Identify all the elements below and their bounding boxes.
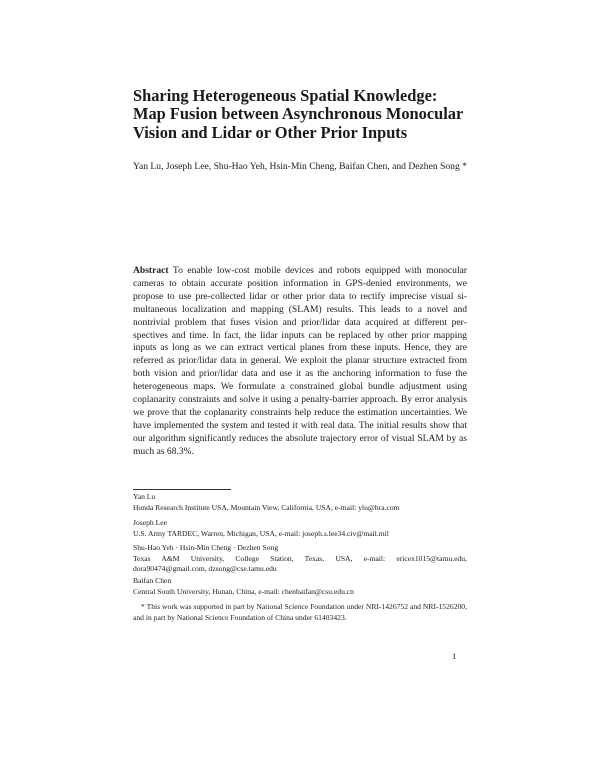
affiliation-detail: Honda Research Institute USA, Mountain View, California, USA, e-mail: ylu@hra.com <box>133 502 400 512</box>
abstract-label: Abstract <box>133 265 169 276</box>
affiliation-name: Shu-Hao Yeh · Hsin-Min Cheng · Dezhen Song <box>133 543 279 552</box>
affiliation-name: Baifan Chen <box>133 576 172 585</box>
affiliation-block <box>133 576 467 597</box>
affiliation-block <box>133 518 467 539</box>
affiliation-block <box>133 492 467 513</box>
affiliation-block <box>133 543 467 575</box>
paper-title: Sharing Heterogeneous Spatial Knowledge: Map Fusion between Asynchronous Monocular Vision and Lidar or Other Prior Inputs <box>133 86 463 142</box>
abstract-text: To enable low-cost mobile devices and robots equipped with monocular cameras to obtain accurate position information in GPS-denied environments, we propose to use pre-collected lidar or other prior data to rectify imprecise visual simultaneous localization and mapping (SLAM) results. This leads to a novel and nontrivial problem that fuses vision and prior/lidar data acquired at different perspectives and time. In fact, the lidar inputs can be replaced by other prior mapping inputs as long as we can extract vertical planes from these inputs. Hence, they are referred as prior/lidar data in general. We exploit the planar structure extracted from both vision and prior/lidar data and use it as the anchoring information to fuse the heterogeneous maps. We formulate a constrained global bundle adjustment using coplanarity constraints and solve it using a penalty-barrier approach. By error analysis we prove that the coplanarity constraints help reduce the estimation uncertainties. We have implemented the system and tested it with real data. The initial results show that our algorithm significantly reduces the absolute trajectory error of visual SLAM by as much as 68.3%. <box>133 265 468 457</box>
page-number: 1 <box>452 651 457 661</box>
funding-footnote: * This work was supported in part by National Science Foundation under NRI-1426752 and NRI-1526200, and in part by National Science Foundation of China under 61403423. <box>133 602 467 622</box>
affiliation-name: Joseph Lee <box>133 518 167 527</box>
author-list: Yan Lu, Joseph Lee, Shu-Hao Yeh, Hsin-Min Cheng, Baifan Chen, and Dezhen Song * <box>133 161 467 172</box>
abstract <box>133 265 467 459</box>
affiliation-detail: Texas A&M University, College Station, Texas, USA, e-mail: ericex1015@tamu.edu, dora90474@gmail.com, dzsong@cse.tamu.edu <box>133 553 467 574</box>
affiliation-detail: Central South University, Hunan, China, e-mail: chenbaifan@csu.edu.cn <box>133 586 354 596</box>
affiliation-name: Yan Lu <box>133 492 156 501</box>
footnote-rule <box>133 489 231 490</box>
affiliation-detail: U.S. Army TARDEC, Warren, Michigan, USA, e-mail: joseph.s.lee34.civ@mail.mil <box>133 528 389 538</box>
